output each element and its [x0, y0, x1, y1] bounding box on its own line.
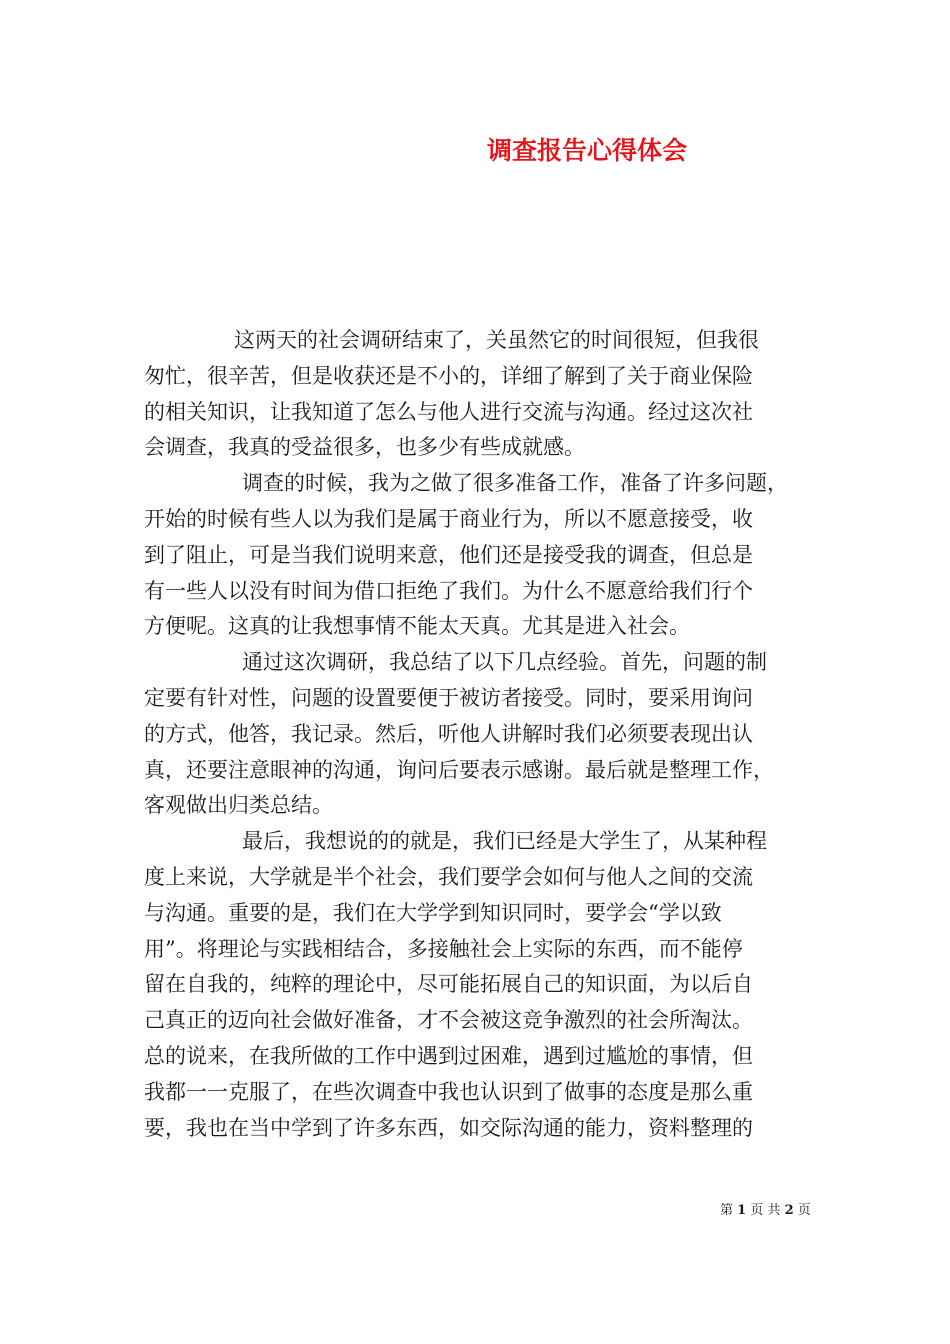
- body-line: 的方式，他答，我记录。然后，听他人讲解时我们必须要表现出认: [144, 721, 753, 746]
- footer-suffix: 页: [797, 1203, 811, 1218]
- page-footer: [720, 1202, 811, 1220]
- body-line: 方便呢。这真的让我想事情不能太天真。尤其是进入社会。: [144, 614, 690, 639]
- body-line: 通过这次调研，我总结了以下几点经验。首先，问题的制: [242, 650, 767, 675]
- body-line: 留在自我的，纯粹的理论中，尽可能拓展自己的知识面，为以后自: [144, 972, 753, 997]
- body-line: 用”。将理论与实践相结合，多接触社会上实际的东西，而不能停: [144, 936, 743, 961]
- body-line: 定要有针对性，问题的设置要便于被访者接受。同时，要采用询问: [144, 685, 753, 710]
- body-line: 有一些人以没有时间为借口拒绝了我们。为什么不愿意给我们行个: [144, 578, 753, 603]
- body-line: 调查的时候，我为之做了很多准备工作，准备了许多问题，: [242, 471, 788, 496]
- body-line: 己真正的迈向社会做好准备，才不会被这竞争激烈的社会所淘汰。: [144, 1008, 753, 1033]
- body-line: 这两天的社会调研结束了，关虽然它的时间很短，但我很: [234, 328, 759, 352]
- body-line: 我都一一克服了，在些次调查中我也认识到了做事的态度是那么重: [144, 1079, 753, 1104]
- body-line: 的相关知识，让我知道了怎么与他人进行交流与沟通。经过这次社: [144, 399, 753, 424]
- document-title: 调查报告心得体会: [487, 136, 688, 165]
- body-line: 匆忙，很辛苦，但是收获还是不小的，详细了解到了关于商业保险: [144, 363, 753, 388]
- document-body: [144, 323, 824, 1146]
- body-line: 真，还要注意眼神的沟通，询问后要表示感谢。最后就是整理工作，: [144, 757, 774, 782]
- body-line: 总的说来，在我所做的工作中遇到过困难，遇到过尴尬的事情，但: [144, 1043, 753, 1068]
- body-line: 开始的时候有些人以为我们是属于商业行为，所以不愿意接受，收: [144, 506, 753, 531]
- body-line: 要，我也在当中学到了许多东西，如交际沟通的能力，资料整理的: [144, 1115, 753, 1140]
- footer-page-number: 1: [737, 1203, 747, 1218]
- footer-prefix: 第: [720, 1203, 734, 1218]
- footer-total-pages: 2: [784, 1203, 794, 1218]
- body-line: 客观做出归类总结。: [144, 793, 333, 818]
- body-line: 度上来说，大学就是半个社会，我们要学会如何与他人之间的交流: [144, 864, 753, 889]
- body-line: 最后，我想说的的就是，我们已经是大学生了，从某种程: [242, 829, 767, 854]
- footer-middle: 页 共: [750, 1203, 781, 1218]
- body-line: 到了阻止，可是当我们说明来意，他们还是接受我的调查，但总是: [144, 542, 753, 567]
- body-line: 与沟通。重要的是，我们在大学学到知识同时，要学会“学以致: [144, 900, 722, 925]
- body-line: 会调查，我真的受益很多，也多少有些成就感。: [144, 435, 585, 460]
